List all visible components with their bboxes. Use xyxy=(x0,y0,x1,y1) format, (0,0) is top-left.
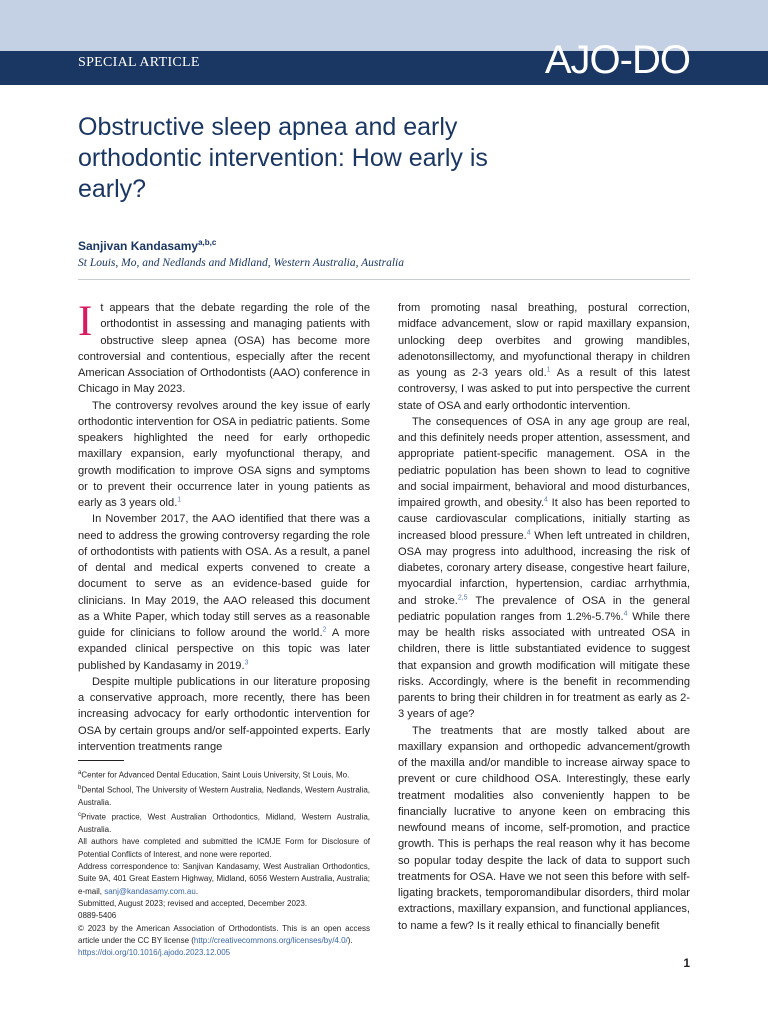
right-column xyxy=(398,300,690,934)
author-affiliation: St Louis, Mo, and Nedlands and Midland, Western Australia, Australia xyxy=(78,257,404,269)
footnote-license xyxy=(78,923,370,948)
footnote-text: © 2023 by the American Association of Orthodontists. This is an open access article under the CC BY license ( xyxy=(78,923,370,945)
footnotes xyxy=(78,767,370,959)
citation-ref[interactable]: 2 xyxy=(322,626,327,634)
citation-ref[interactable]: 4 xyxy=(623,610,628,618)
paragraph xyxy=(78,511,370,674)
footnote-divider xyxy=(78,760,124,761)
journal-logo[interactable]: AJO-DO xyxy=(544,38,690,82)
paragraph-text: The treatments that are mostly talked about are maxillary expansion and orthopedic advancement/growth of the maxilla and/or mandible to increase airway space to prevent or cure childhood OSA. Interestingly, these early treatment modalities also conveniently happen to be financially lucrative to anyone keen on embracing this newfound means of income, self-promotion, and practice growth. This is perhaps the real reason why it has become so popular today despite the lack of data to support such treatments for OSA. Have we not seen this before with self-ligating brackets, temporomandibular disorders, third molar extractions, maxillary expansion, and functional appliances, to name a few? Is it really ethical to financially benefit xyxy=(398,724,690,932)
section-label: SPECIAL ARTICLE xyxy=(78,55,200,70)
paragraph xyxy=(78,398,370,512)
paragraph-text: The prevalence of OSA in the general pediatric population ranges from 1.2%-5.7%. xyxy=(398,594,690,623)
citation-ref[interactable]: 2,5 xyxy=(457,593,468,601)
paragraph xyxy=(398,723,690,934)
footnote-affil-a xyxy=(78,767,370,782)
author-name[interactable]: Sanjivan Kandasamy xyxy=(78,239,199,253)
footnote-mark: a xyxy=(78,770,82,776)
page-number: 1 xyxy=(683,956,690,970)
paragraph-text: from promoting nasal breathing, postural correction, midface advancement, slow or rapid maxillary expansion, unlocking deep overbites and growing mandibles, adenotonsillectomy, and myofunctional therapy in children as young as 2-3 years old. xyxy=(398,302,690,379)
paragraph-text: A more expanded clinical perspective on this topic was later published by Kandasamy in 2019. xyxy=(78,627,370,672)
footnote-affil-c xyxy=(78,809,370,836)
citation-ref[interactable]: 1 xyxy=(177,496,182,504)
paragraph-text: It also has been reported to cause cardiovascular complications, initially starting as increased blood pressure. xyxy=(398,497,690,542)
footnote-disclosure: All authors have completed and submitted the ICMJE Form for Disclosure of Potential Conflicts of Interest, and none were reported. xyxy=(78,837,370,859)
paragraph-text: As a result of this latest controversy, I was asked to put into perspective the current state of OSA and early orthodontic intervention. xyxy=(398,367,690,412)
article-title: Obstructive sleep apnea and early orthodontic intervention: How early is early? xyxy=(78,113,488,203)
paragraph xyxy=(78,300,370,398)
left-column xyxy=(78,300,370,755)
author-affil-marks: a,b,c xyxy=(198,238,217,247)
paragraph-text: When left untreated in children, OSA may progress into adulthood, increasing the risk of diabetes, coronary artery disease, congestive heart failure, myocardial infarction, hypertension, cardiac arrhythmia, and stroke. xyxy=(398,529,691,607)
doi-link[interactable]: https://doi.org/10.1016/j.ajodo.2023.12.005 xyxy=(78,948,231,958)
paragraph xyxy=(398,300,690,414)
paragraph xyxy=(398,414,690,723)
footnote-text: Address correspondence to: Sanjivan Kandasamy, West Australian Orthodontics, Suite 9A, 401 Great Eastern Highway, Midland, 6056 Western Australia, Australia; e-mail, xyxy=(78,862,370,896)
footnote-text: ). xyxy=(347,935,353,945)
footnote-text: Dental School, The University of Western Australia, Nedlands, Western Australia, Australia. xyxy=(78,785,370,807)
citation-ref[interactable]: 3 xyxy=(244,658,249,666)
footnote-mark: c xyxy=(78,812,81,819)
footnote-address xyxy=(78,861,370,898)
author-line xyxy=(78,238,216,253)
paragraph-text: t appears that the debate regarding the role of the orthodontist in assessing and managing patients with obstructive sleep apnea (OSA) has become more controversial and contentious, especially after the recent American Association of Orthodontists (AAO) conference in Chicago in May 2023. xyxy=(78,302,370,396)
title-divider xyxy=(78,279,690,280)
paragraph xyxy=(78,674,370,755)
license-link[interactable]: http://creativecommons.org/licenses/by/4.0/ xyxy=(193,935,348,945)
paragraph-text: The consequences of OSA in any age group are real, and this definitely needs proper attention, assessment, and appropriate patient-specific management. OSA in the pediatric population has been shown to lead to cognitive and social impairment, behavioral and mood disturbances, impaired growth, and obesity. xyxy=(398,415,690,509)
footnote-mark: b xyxy=(78,784,82,791)
drop-cap: I xyxy=(78,298,93,345)
footnote-submitted: Submitted, August 2023; revised and accepted, December 2023. xyxy=(78,898,308,908)
footnote-affil-b xyxy=(78,782,370,809)
paragraph-text: The controversy revolves around the key issue of early orthodontic intervention for OSA in pediatric patients. Some speakers highlighted the need for early orthopedic maxillary expansion, early myofunctional therapy, and growth modification to improve OSA signs and symptoms or to prevent their occurrence later in young patients as early as 3 years old. xyxy=(78,399,370,509)
email-link[interactable]: sanj@kandasamy.com.au xyxy=(104,886,196,896)
citation-ref[interactable]: 4 xyxy=(526,528,531,536)
citation-ref[interactable]: 4 xyxy=(544,496,548,504)
footnote-text: Private practice, West Australian Orthodontics, Midland, Western Australia, Australia. xyxy=(78,812,370,835)
footnote-text: Center for Advanced Dental Education, Saint Louis University, St Louis, Mo. xyxy=(81,770,350,780)
footnote-issn: 0889-5406 xyxy=(78,911,117,921)
paragraph-text: In November 2017, the AAO identified that there was a need to address the growing controversy regarding the role of orthodontists with patients with OSA. As a result, a panel of dental and medical experts convened to create a document to serve as an evidence-based guide for clinicians. In May 2019, the AAO released this document as a White Paper, which today still serves as a reasonable guide for clinicians to follow around the world. xyxy=(78,513,370,639)
citation-ref[interactable]: 1 xyxy=(546,366,551,374)
footnote-text: . xyxy=(195,886,199,896)
paragraph-text: While there may be health risks associated with untreated OSA in children, there is little substantiated evidence to suggest that expansion and growth modification will mitigate these risks. Accordingly, where is the benefit in recommending parents to bring their children in for treatment as early as 2-3 years of age? xyxy=(398,610,690,721)
paragraph-text: Despite multiple publications in our literature proposing a conservative approach, more recently, there has been increasing advocacy for early orthodontic intervention for OSA by certain groups and/or self-appointed experts. Early intervention treatments range xyxy=(78,675,370,753)
